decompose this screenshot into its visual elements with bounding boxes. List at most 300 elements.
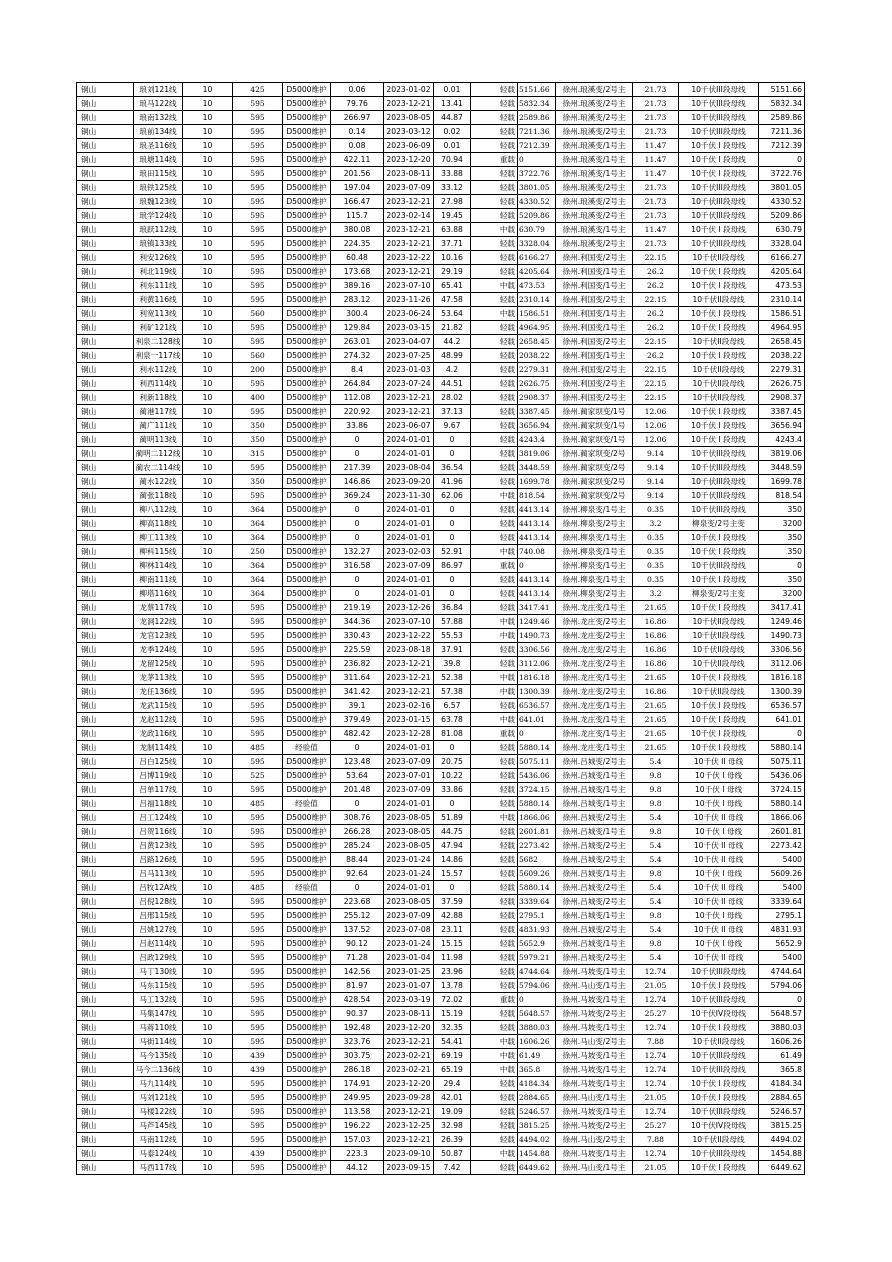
cell-substation: 徐州.吕城变/1号主 [556, 867, 633, 881]
cell-capacity: 485 [233, 881, 283, 895]
table-row [77, 699, 805, 713]
cell-region: 铜山 [77, 979, 134, 993]
cell-status: 轻载 [471, 951, 518, 965]
cell-dist: 9.14 [633, 447, 679, 461]
cell-substation: 徐州.柳泉变/2号主 [556, 587, 633, 601]
cell-load: 90.12 [331, 937, 384, 951]
cell-rate: 48.99 [434, 349, 471, 363]
cell-headroom: 5075.11 [518, 755, 556, 769]
cell-voltage: 10 [183, 629, 233, 643]
cell-source: D5000维护 [283, 1077, 331, 1091]
cell-capacity: 595 [233, 783, 283, 797]
cell-dist: 26.2 [633, 279, 679, 293]
cell-rate: 15.15 [434, 937, 471, 951]
cell-line: 马工132线 [134, 993, 183, 1007]
cell-voltage: 10 [183, 979, 233, 993]
cell-rate: 23.96 [434, 965, 471, 979]
cell-headroom: 6536.57 [518, 699, 556, 713]
cell-substation: 徐州.琅溪变/2号主 [556, 195, 633, 209]
cell-busbar: 10千伏II段母线 [679, 377, 759, 391]
cell-region: 铜山 [77, 937, 134, 951]
cell-region: 铜山 [77, 447, 134, 461]
cell-headroom: 641.01 [518, 713, 556, 727]
cell-voltage: 10 [183, 251, 233, 265]
cell-rate: 39.8 [434, 657, 471, 671]
cell-substation: 徐州.吕城变/2号主 [556, 755, 633, 769]
table-row [77, 1147, 805, 1161]
table-row [77, 349, 805, 363]
cell-busbar: 10千伏 I 段母线 [679, 433, 759, 447]
cell-capacity: 595 [233, 377, 283, 391]
cell-dist: 26.2 [633, 307, 679, 321]
cell-region: 铜山 [77, 993, 134, 1007]
cell-date: 2023-01-24 [384, 853, 434, 867]
cell-headroom: 2601.81 [518, 825, 556, 839]
cell-substation: 徐州.利国变/1号主 [556, 279, 633, 293]
cell-status: 轻载 [471, 531, 518, 545]
cell-avail: 4494.02 [759, 1133, 805, 1147]
cell-line: 琅刘121线 [134, 83, 183, 97]
cell-dist: 9.14 [633, 489, 679, 503]
table-row [77, 727, 805, 741]
cell-region: 铜山 [77, 111, 134, 125]
cell-load: 0 [331, 531, 384, 545]
table-row [77, 531, 805, 545]
cell-avail: 3306.56 [759, 643, 805, 657]
cell-status: 轻载 [471, 391, 518, 405]
cell-dist: 16.86 [633, 643, 679, 657]
cell-substation: 徐州.吕城变/2号主 [556, 923, 633, 937]
cell-busbar: 10千伏 I 段母线 [679, 321, 759, 335]
table-row [77, 139, 805, 153]
cell-source: D5000维护 [283, 335, 331, 349]
cell-headroom: 5652.9 [518, 937, 556, 951]
cell-region: 铜山 [77, 909, 134, 923]
cell-line: 蔺港117线 [134, 405, 183, 419]
cell-dist: 5.4 [633, 811, 679, 825]
cell-source: D5000维护 [283, 1133, 331, 1147]
cell-dist: 21.73 [633, 195, 679, 209]
cell-voltage: 10 [183, 111, 233, 125]
cell-avail: 5832.34 [759, 97, 805, 111]
cell-voltage: 10 [183, 1105, 233, 1119]
cell-voltage: 10 [183, 265, 233, 279]
cell-date: 2023-11-30 [384, 489, 434, 503]
cell-capacity: 595 [233, 643, 283, 657]
cell-rate: 52.91 [434, 545, 471, 559]
cell-rate: 29.19 [434, 265, 471, 279]
cell-status: 中载 [471, 629, 518, 643]
cell-region: 铜山 [77, 405, 134, 419]
cell-voltage: 10 [183, 433, 233, 447]
cell-busbar: 10千伏 I 段母线 [679, 1077, 759, 1091]
cell-dist: 0.35 [633, 545, 679, 559]
cell-date: 2023-12-21 [384, 265, 434, 279]
cell-capacity: 439 [233, 1049, 283, 1063]
cell-status: 中载 [471, 1035, 518, 1049]
cell-substation: 徐州.马山变/2号主 [556, 1035, 633, 1049]
cell-region: 铜山 [77, 839, 134, 853]
cell-busbar: 10千伏 I 段母线 [679, 573, 759, 587]
cell-region: 铜山 [77, 1063, 134, 1077]
table-row [77, 881, 805, 895]
cell-dist: 9.14 [633, 475, 679, 489]
cell-dist: 22.15 [633, 391, 679, 405]
cell-rate: 55.53 [434, 629, 471, 643]
cell-headroom: 2273.42 [518, 839, 556, 853]
cell-dist: 21.05 [633, 1161, 679, 1175]
cell-source: D5000维护 [283, 839, 331, 853]
cell-avail: 5880.14 [759, 741, 805, 755]
cell-avail: 1490.73 [759, 629, 805, 643]
data-sheet [76, 82, 804, 1175]
table-row [77, 363, 805, 377]
cell-region: 铜山 [77, 699, 134, 713]
cell-headroom: 3815.25 [518, 1119, 556, 1133]
cell-line: 柳科115线 [134, 545, 183, 559]
cell-rate: 32.35 [434, 1021, 471, 1035]
cell-capacity: 595 [233, 629, 283, 643]
cell-capacity: 560 [233, 349, 283, 363]
cell-status: 中载 [471, 307, 518, 321]
cell-region: 铜山 [77, 167, 134, 181]
cell-date: 2023-03-19 [384, 993, 434, 1007]
cell-capacity: 595 [233, 237, 283, 251]
cell-status: 轻载 [471, 825, 518, 839]
cell-capacity: 595 [233, 713, 283, 727]
cell-dist: 22.15 [633, 251, 679, 265]
cell-date: 2023-09-15 [384, 1161, 434, 1175]
cell-source: D5000维护 [283, 1147, 331, 1161]
cell-avail: 3815.25 [759, 1119, 805, 1133]
cell-dist: 5.4 [633, 923, 679, 937]
cell-capacity: 595 [233, 321, 283, 335]
cell-line: 利北119线 [134, 265, 183, 279]
cell-load: 88.44 [331, 853, 384, 867]
cell-substation: 徐州.利国变/1号主 [556, 307, 633, 321]
cell-capacity: 595 [233, 1119, 283, 1133]
cell-date: 2024-01-01 [384, 447, 434, 461]
cell-dist: 5.4 [633, 895, 679, 909]
cell-load: 137.52 [331, 923, 384, 937]
cell-voltage: 10 [183, 545, 233, 559]
cell-avail: 0 [759, 559, 805, 573]
cell-dist: 0.35 [633, 559, 679, 573]
cell-headroom: 2658.45 [518, 335, 556, 349]
cell-busbar: 10千伏 I 段母线 [679, 279, 759, 293]
cell-avail: 2795.1 [759, 909, 805, 923]
cell-voltage: 10 [183, 1091, 233, 1105]
cell-voltage: 10 [183, 601, 233, 615]
cell-headroom: 0 [518, 559, 556, 573]
table-row [77, 335, 805, 349]
cell-avail: 3200 [759, 587, 805, 601]
cell-rate: 0 [434, 517, 471, 531]
table-row [77, 839, 805, 853]
table-row [77, 825, 805, 839]
cell-status: 轻载 [471, 1105, 518, 1119]
cell-load: 236.82 [331, 657, 384, 671]
cell-status: 轻载 [471, 895, 518, 909]
table-row [77, 741, 805, 755]
cell-date: 2023-08-18 [384, 643, 434, 657]
cell-region: 铜山 [77, 1119, 134, 1133]
cell-load: 115.7 [331, 209, 384, 223]
cell-date: 2023-07-09 [384, 559, 434, 573]
cell-capacity: 595 [233, 755, 283, 769]
cell-busbar: 10千伏 I 段母线 [679, 349, 759, 363]
cell-rate: 0 [434, 587, 471, 601]
cell-busbar: 10千伏 I 段母线 [679, 1091, 759, 1105]
cell-headroom: 0 [518, 993, 556, 1007]
cell-status: 中载 [471, 1049, 518, 1063]
cell-source: D5000维护 [283, 83, 331, 97]
cell-date: 2023-12-22 [384, 251, 434, 265]
table-row [77, 391, 805, 405]
table-row [77, 279, 805, 293]
cell-date: 2023-12-21 [384, 237, 434, 251]
cell-capacity: 595 [233, 1133, 283, 1147]
cell-region: 铜山 [77, 587, 134, 601]
cell-status: 轻载 [471, 447, 518, 461]
cell-region: 铜山 [77, 811, 134, 825]
cell-date: 2024-01-01 [384, 881, 434, 895]
cell-rate: 36.84 [434, 601, 471, 615]
cell-avail: 3801.05 [759, 181, 805, 195]
cell-voltage: 10 [183, 1049, 233, 1063]
cell-line: 利泉二128线 [134, 335, 183, 349]
cell-headroom: 4243.4 [518, 433, 556, 447]
cell-avail: 5400 [759, 951, 805, 965]
table-row [77, 419, 805, 433]
cell-date: 2023-09-10 [384, 1147, 434, 1161]
cell-date: 2023-01-04 [384, 951, 434, 965]
cell-load: 33.86 [331, 419, 384, 433]
cell-substation: 徐州.琅溪变/1号主 [556, 139, 633, 153]
cell-voltage: 10 [183, 1161, 233, 1175]
cell-date: 2023-12-20 [384, 1077, 434, 1091]
cell-headroom: 1866.06 [518, 811, 556, 825]
cell-capacity: 595 [233, 251, 283, 265]
cell-line: 利矿121线 [134, 321, 183, 335]
cell-region: 铜山 [77, 503, 134, 517]
cell-line: 马今135线 [134, 1049, 183, 1063]
cell-load: 369.24 [331, 489, 384, 503]
cell-voltage: 10 [183, 587, 233, 601]
cell-capacity: 560 [233, 307, 283, 321]
cell-source: D5000维护 [283, 1007, 331, 1021]
cell-substation: 徐州.蔺家坝变/2号 [556, 461, 633, 475]
cell-substation: 徐州.马坡变/2号主 [556, 1007, 633, 1021]
cell-capacity: 595 [233, 811, 283, 825]
table-row [77, 111, 805, 125]
cell-rate: 0 [434, 531, 471, 545]
cell-busbar: 10千伏III段母线 [679, 237, 759, 251]
cell-region: 铜山 [77, 125, 134, 139]
cell-rate: 41.96 [434, 475, 471, 489]
cell-capacity: 595 [233, 279, 283, 293]
cell-dist: 9.8 [633, 825, 679, 839]
cell-date: 2023-07-24 [384, 377, 434, 391]
cell-avail: 3200 [759, 517, 805, 531]
cell-capacity: 595 [233, 405, 283, 419]
cell-headroom: 2908.37 [518, 391, 556, 405]
cell-dist: 12.06 [633, 419, 679, 433]
cell-voltage: 10 [183, 657, 233, 671]
cell-status: 轻载 [471, 909, 518, 923]
cell-line: 琅跃112线 [134, 223, 183, 237]
table-row [77, 223, 805, 237]
cell-status: 轻载 [471, 251, 518, 265]
cell-capacity: 595 [233, 1077, 283, 1091]
cell-capacity: 595 [233, 1091, 283, 1105]
cell-busbar: 10千伏 I 母线 [679, 867, 759, 881]
cell-line: 吕白125线 [134, 755, 183, 769]
cell-line: 吕政129线 [134, 951, 183, 965]
cell-status: 轻载 [471, 209, 518, 223]
table-row [77, 503, 805, 517]
cell-avail: 2279.31 [759, 363, 805, 377]
table-row [77, 461, 805, 475]
cell-load: 263.01 [331, 335, 384, 349]
cell-date: 2023-06-24 [384, 307, 434, 321]
cell-load: 197.04 [331, 181, 384, 195]
table-row [77, 489, 805, 503]
cell-region: 铜山 [77, 209, 134, 223]
cell-load: 341.42 [331, 685, 384, 699]
cell-avail: 2038.22 [759, 349, 805, 363]
cell-headroom: 4413.14 [518, 503, 556, 517]
cell-load: 0 [331, 517, 384, 531]
cell-region: 铜山 [77, 195, 134, 209]
cell-capacity: 595 [233, 335, 283, 349]
cell-line: 马芦145线 [134, 1119, 183, 1133]
cell-voltage: 10 [183, 559, 233, 573]
cell-substation: 徐州.吕城变/1号主 [556, 769, 633, 783]
cell-substation: 徐州.龙庄变/1号主 [556, 741, 633, 755]
table-row [77, 1035, 805, 1049]
cell-load: 266.28 [331, 825, 384, 839]
cell-voltage: 10 [183, 419, 233, 433]
cell-date: 2023-01-24 [384, 867, 434, 881]
cell-substation: 徐州.蔺家坝变/1号 [556, 433, 633, 447]
cell-busbar: 10千伏 I 段母线 [679, 153, 759, 167]
cell-status: 轻载 [471, 979, 518, 993]
cell-date: 2024-01-01 [384, 573, 434, 587]
cell-line: 琅魏123线 [134, 195, 183, 209]
cell-rate: 36.54 [434, 461, 471, 475]
cell-avail: 5246.57 [759, 1105, 805, 1119]
cell-source: 经验值 [283, 741, 331, 755]
cell-load: 112.08 [331, 391, 384, 405]
cell-busbar: 10千伏 I 段母线 [679, 265, 759, 279]
cell-date: 2023-12-21 [384, 195, 434, 209]
cell-voltage: 10 [183, 503, 233, 517]
cell-substation: 徐州.马坡变/1号主 [556, 1063, 633, 1077]
cell-busbar: 10千伏IV段母线 [679, 1119, 759, 1133]
cell-substation: 徐州.马山变/1号主 [556, 1091, 633, 1105]
cell-busbar: 10千伏II段母线 [679, 615, 759, 629]
cell-status: 轻载 [471, 433, 518, 447]
cell-avail: 3656.94 [759, 419, 805, 433]
cell-rate: 19.09 [434, 1105, 471, 1119]
cell-dist: 11.47 [633, 223, 679, 237]
cell-avail: 3724.15 [759, 783, 805, 797]
cell-source: D5000维护 [283, 923, 331, 937]
cell-date: 2024-01-01 [384, 531, 434, 545]
cell-status: 轻载 [471, 335, 518, 349]
cell-voltage: 10 [183, 1119, 233, 1133]
cell-date: 2023-07-09 [384, 181, 434, 195]
cell-status: 轻载 [471, 797, 518, 811]
cell-region: 铜山 [77, 769, 134, 783]
cell-headroom: 5880.14 [518, 881, 556, 895]
cell-load: 0 [331, 573, 384, 587]
cell-status: 轻载 [471, 181, 518, 195]
cell-headroom: 3417.41 [518, 601, 556, 615]
cell-rate: 29.4 [434, 1077, 471, 1091]
cell-dist: 5.4 [633, 755, 679, 769]
cell-capacity: 364 [233, 587, 283, 601]
cell-voltage: 10 [183, 769, 233, 783]
cell-avail: 2273.42 [759, 839, 805, 853]
cell-source: D5000维护 [283, 1105, 331, 1119]
cell-region: 铜山 [77, 153, 134, 167]
cell-voltage: 10 [183, 923, 233, 937]
cell-date: 2023-06-07 [384, 419, 434, 433]
cell-source: D5000维护 [283, 195, 331, 209]
cell-rate: 14.86 [434, 853, 471, 867]
cell-rate: 33.12 [434, 181, 471, 195]
cell-dist: 3.2 [633, 517, 679, 531]
cell-source: D5000维护 [283, 587, 331, 601]
cell-dist: 12.74 [633, 1021, 679, 1035]
cell-source: D5000维护 [283, 447, 331, 461]
cell-date: 2024-01-01 [384, 503, 434, 517]
cell-source: D5000维护 [283, 307, 331, 321]
cell-busbar: 10千伏III段母线 [679, 993, 759, 1007]
cell-avail: 5436.06 [759, 769, 805, 783]
cell-avail: 0 [759, 993, 805, 1007]
cell-region: 铜山 [77, 265, 134, 279]
cell-load: 311.64 [331, 671, 384, 685]
cell-substation: 徐州.柳泉变/1号主 [556, 531, 633, 545]
cell-voltage: 10 [183, 937, 233, 951]
cell-capacity: 595 [233, 727, 283, 741]
cell-rate: 11.98 [434, 951, 471, 965]
cell-avail: 5400 [759, 881, 805, 895]
cell-dist: 16.86 [633, 629, 679, 643]
cell-region: 铜山 [77, 1147, 134, 1161]
cell-dist: 16.86 [633, 685, 679, 699]
cell-substation: 徐州.蔺家坝变/1号 [556, 405, 633, 419]
cell-substation: 徐州.柳泉变/2号主 [556, 517, 633, 531]
cell-date: 2023-03-12 [384, 125, 434, 139]
cell-substation: 徐州.蔺家坝变/2号 [556, 489, 633, 503]
cell-line: 龙武115线 [134, 699, 183, 713]
cell-status: 轻载 [471, 587, 518, 601]
cell-headroom: 1300.39 [518, 685, 556, 699]
cell-voltage: 10 [183, 209, 233, 223]
table-row [77, 1105, 805, 1119]
cell-substation: 徐州.龙庄变/1号主 [556, 671, 633, 685]
cell-headroom: 1586.51 [518, 307, 556, 321]
cell-date: 2023-09-28 [384, 1091, 434, 1105]
cell-line: 利安126线 [134, 251, 183, 265]
cell-rate: 47.94 [434, 839, 471, 853]
cell-voltage: 10 [183, 405, 233, 419]
cell-rate: 0 [434, 881, 471, 895]
